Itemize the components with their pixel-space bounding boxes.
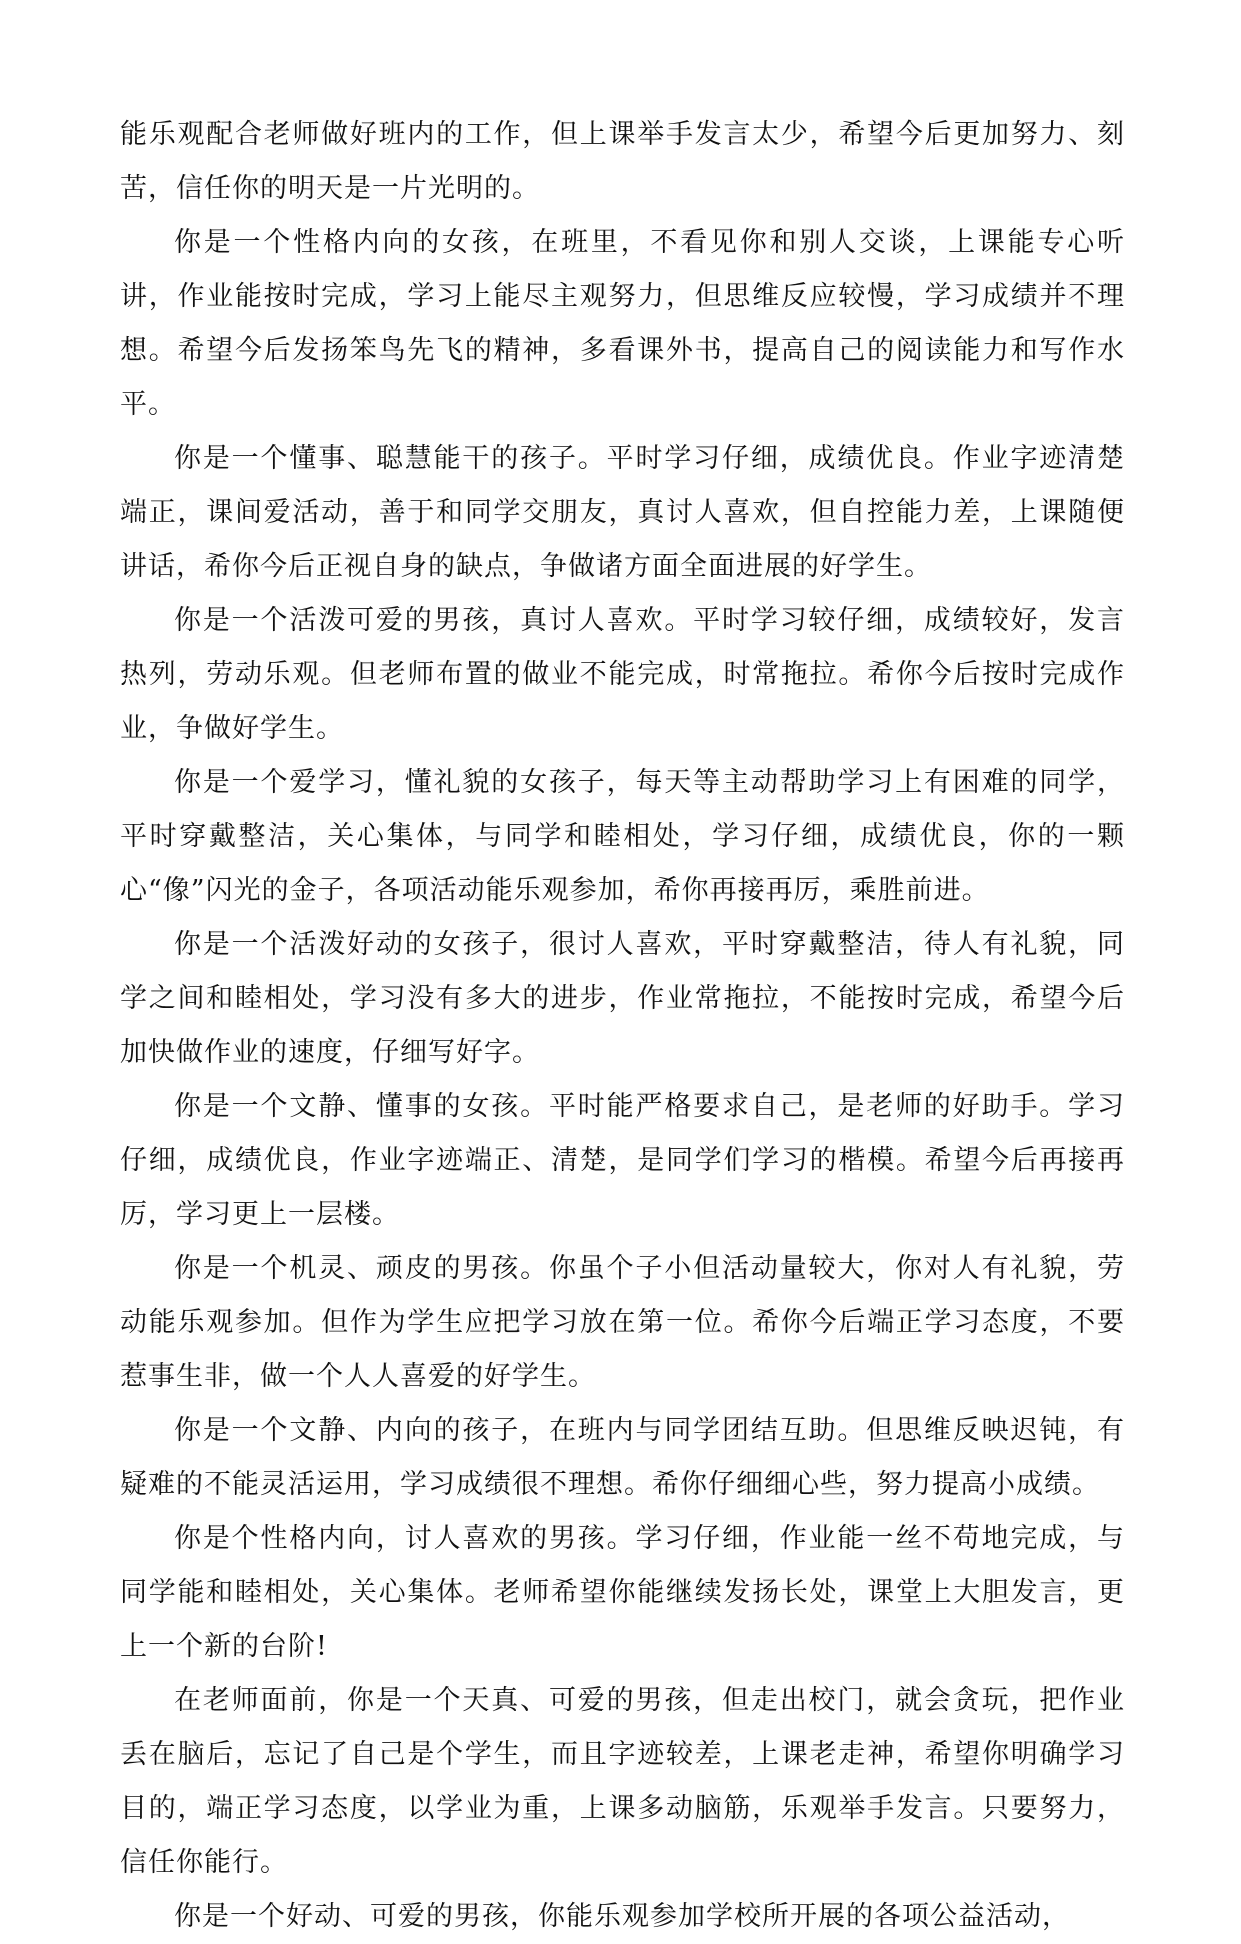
comment-paragraph: 你是一个懂事、聪慧能干的孩子。平时学习仔细，成绩优良。作业字迹清楚端正，课间爱活动，善于和同学交朋友，真讨人喜欢，但自控能力差，上课随便讲话，希你今后正视自身的缺点，争做诸方面全面进展的好学生。 [120, 443, 1125, 582]
document-page [120, 108, 1125, 1944]
comment-paragraph: 在老师面前，你是一个天真、可爱的男孩，但走出校门，就会贪玩，把作业丢在脑后，忘记了自己是个学生，而且字迹较差，上课老走神，希望你明确学习目的，端正学习态度，以学业为重，上课多动脑筋，乐观举手发言。只要努力，信任你能行。 [120, 1685, 1125, 1878]
comment-paragraph: 你是一个活泼可爱的男孩，真讨人喜欢。平时学习较仔细，成绩较好，发言热列，劳动乐观。但老师布置的做业不能完成，时常拖拉。希你今后按时完成作业，争做好学生。 [120, 605, 1125, 744]
comment-paragraph: 你是一个好动、可爱的男孩，你能乐观参加学校所开展的各项公益活动， [174, 1901, 1070, 1932]
comment-paragraph: 能乐观配合老师做好班内的工作，但上课举手发言太少，希望今后更加努力、刻苦，信任你的明天是一片光明的。 [120, 119, 1125, 204]
comment-paragraph: 你是一个文静、内向的孩子，在班内与同学团结互助。但思维反映迟钝，有疑难的不能灵活运用，学习成绩很不理想。希你仔细细心些，努力提高小成绩。 [120, 1415, 1125, 1500]
comment-paragraph: 你是一个机灵、顽皮的男孩。你虽个子小但活动量较大，你对人有礼貌，劳动能乐观参加。但作为学生应把学习放在第一位。希你今后端正学习态度，不要惹事生非，做一个人人喜爱的好学生。 [120, 1253, 1125, 1392]
comment-paragraph: 你是一个文静、懂事的女孩。平时能严格要求自己，是老师的好助手。学习仔细，成绩优良，作业字迹端正、清楚，是同学们学习的楷模。希望今后再接再厉，学习更上一层楼。 [120, 1091, 1125, 1230]
comment-paragraph: 你是个性格内向，讨人喜欢的男孩。学习仔细，作业能一丝不苟地完成，与同学能和睦相处，关心集体。老师希望你能继续发扬长处，课堂上大胆发言，更上一个新的台阶! [120, 1523, 1125, 1662]
comment-paragraph: 你是一个爱学习，懂礼貌的女孩子，每天等主动帮助学习上有困难的同学，平时穿戴整洁，关心集体，与同学和睦相处，学习仔细，成绩优良，你的一颗心“像”闪光的金子，各项活动能乐观参加，希你再接再厉，乘胜前进。 [120, 767, 1125, 906]
comment-paragraph: 你是一个性格内向的女孩，在班里，不看见你和别人交谈，上课能专心听讲，作业能按时完成，学习上能尽主观努力，但思维反应较慢，学习成绩并不理想。希望今后发扬笨鸟先飞的精神，多看课外书，提高自己的阅读能力和写作水平。 [120, 227, 1125, 420]
comment-paragraph: 你是一个活泼好动的女孩子，很讨人喜欢，平时穿戴整洁，待人有礼貌，同学之间和睦相处，学习没有多大的进步，作业常拖拉，不能按时完成，希望今后加快做作业的速度，仔细写好字。 [120, 929, 1125, 1068]
